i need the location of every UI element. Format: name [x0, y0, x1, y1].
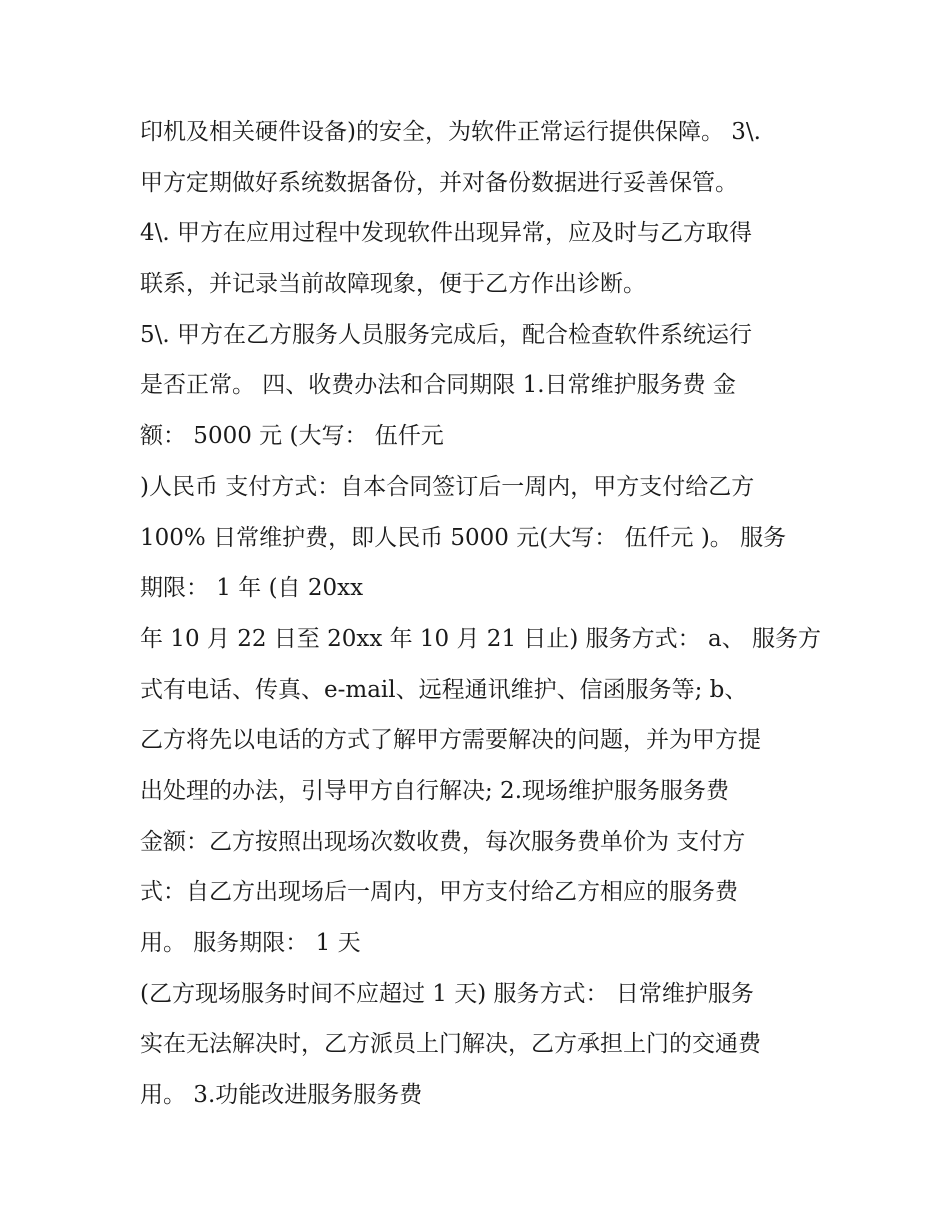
text-line-4: 联系，并记录当前故障现象，便于乙方作出诊断。 — [140, 271, 646, 298]
text-line-18: (乙方现场服务时间不应超过 1 天) 服务方式： 日常维护服务 — [140, 980, 754, 1007]
contract-text-body — [140, 107, 830, 1121]
text-line-17: 用。 服务期限： 1 天 — [140, 930, 361, 956]
text-line-2: 甲方定期做好系统数据备份，并对备份数据进行妥善保管。 — [140, 169, 738, 196]
text-line-1: 印机及相关硬件设备)的安全，为软件正常运行提供保障。 3\. — [140, 119, 761, 145]
text-line-19: 实在无法解决时，乙方派员上门解决，乙方承担上门的交通费 — [140, 1031, 761, 1058]
text-line-11: 年 10 月 22 日至 20xx 年 10 月 21 日止) 服务方式： a、 服务方 — [140, 625, 822, 652]
text-line-6: 是否正常。 四、收费办法和合同期限 1.日常维护服务费 金 — [140, 372, 736, 399]
text-line-9: 100% 日常维护费，即人民币 5000 元(大写： 伍仟元 )。 服务 — [140, 524, 787, 551]
text-line-5: 5\. 甲方在乙方服务人员服务完成后，配合检查软件系统运行 — [140, 321, 753, 348]
text-line-12: 式有电话、传真、e-mail、远程通讯维护、信函服务等; b、 — [140, 676, 748, 703]
text-line-7: 额： 5000 元 (大写： 伍仟元 — [140, 423, 444, 450]
text-line-13: 乙方将先以电话的方式了解甲方需要解决的问题，并为甲方提 — [140, 727, 761, 754]
text-line-14: 出处理的办法，引导甲方自行解决; 2.现场维护服务服务费 — [140, 777, 730, 804]
text-line-3: 4\. 甲方在应用过程中发现软件出现异常，应及时与乙方取得 — [140, 220, 753, 247]
text-line-15: 金额：乙方按照出现场次数收费，每次服务费单价为 支付方 — [140, 828, 746, 855]
text-line-20: 用。 3.功能改进服务服务费 — [140, 1082, 423, 1109]
text-line-10: 期限： 1 年 (自 20xx — [140, 575, 364, 602]
text-line-8: )人民币 支付方式：自本合同签订后一周内，甲方支付给乙方 — [140, 473, 755, 500]
text-line-16: 式：自乙方出现场后一周内，甲方支付给乙方相应的服务费 — [140, 879, 738, 906]
